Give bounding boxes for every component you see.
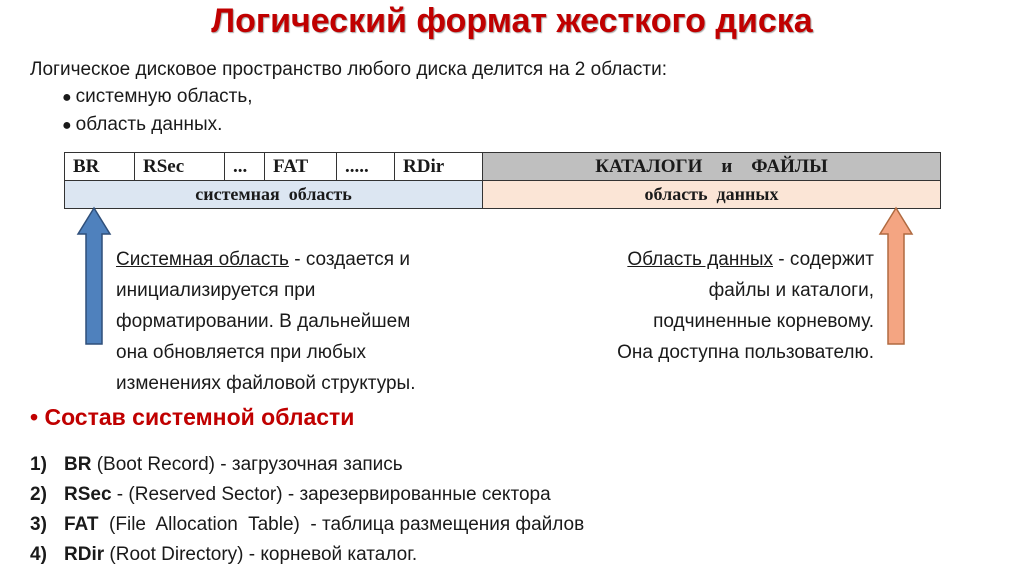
item-text: - (Reserved Sector) - зарезервированные сектора bbox=[111, 484, 551, 505]
desc-text: - содержит bbox=[773, 249, 874, 270]
item-abbr: RDir bbox=[64, 544, 105, 565]
data-area-label: область данных bbox=[483, 181, 941, 209]
system-area-label: системная область bbox=[65, 181, 483, 209]
desc-line: файлы и каталоги, bbox=[708, 280, 874, 301]
desc-line: форматировании. В дальнейшем bbox=[116, 311, 411, 332]
section-title: Состав системной области bbox=[44, 404, 355, 430]
desc-line: Она доступна пользователю. bbox=[617, 342, 874, 363]
page-title: Логический формат жесткого диска bbox=[211, 2, 813, 40]
data-area-term: Область данных bbox=[627, 249, 773, 270]
item-number: 4) bbox=[30, 544, 47, 565]
bullet-text: область данных. bbox=[75, 114, 223, 135]
desc-text: - создается и bbox=[288, 249, 410, 270]
desc-line: она обновляется при любых bbox=[116, 342, 367, 363]
system-area-term: Системная область bbox=[116, 249, 289, 270]
cell-ellipsis-2: ..... bbox=[337, 153, 395, 181]
intro-bullet-2 bbox=[30, 111, 667, 139]
arrow-up-blue-icon bbox=[76, 206, 112, 346]
item-text: (Root Directory) - корневой каталог. bbox=[104, 544, 418, 565]
system-area-list bbox=[30, 450, 584, 570]
bullet-icon: ● bbox=[62, 117, 72, 134]
intro-text: Логическое дисковое пространство любого диска делится на 2 области: bbox=[30, 59, 667, 80]
desc-line: подчиненные корневому. bbox=[653, 311, 874, 332]
cell-br: BR bbox=[65, 153, 135, 181]
cell-rsec: RSec bbox=[135, 153, 225, 181]
disk-row-sectors bbox=[65, 153, 941, 181]
data-area-description bbox=[617, 244, 874, 368]
disk-row-areas bbox=[65, 181, 941, 209]
system-area-description bbox=[116, 244, 416, 399]
bullet-text: системную область, bbox=[75, 86, 253, 107]
cell-rdir: RDir bbox=[395, 153, 483, 181]
disk-layout-table bbox=[64, 152, 941, 209]
item-abbr: FAT bbox=[64, 514, 99, 535]
item-text: (Boot Record) - загрузочная запись bbox=[91, 454, 403, 475]
cell-ellipsis-1: ... bbox=[225, 153, 265, 181]
list-item bbox=[30, 480, 584, 510]
item-abbr: RSec bbox=[64, 484, 112, 505]
item-text: (File Allocation Table) - таблица размещения файлов bbox=[98, 514, 585, 535]
intro-bullet-1 bbox=[30, 83, 667, 111]
intro-block bbox=[30, 56, 667, 139]
cell-catalogs-files: КАТАЛОГИ и ФАЙЛЫ bbox=[483, 153, 941, 181]
list-item bbox=[30, 540, 584, 570]
item-number: 1) bbox=[30, 454, 47, 475]
section-heading bbox=[30, 404, 354, 431]
desc-line: изменениях файловой структуры. bbox=[116, 373, 416, 394]
list-item bbox=[30, 510, 584, 540]
item-number: 3) bbox=[30, 514, 47, 535]
arrow-up-orange-icon bbox=[878, 206, 914, 346]
cell-fat: FAT bbox=[265, 153, 337, 181]
section-bullet-icon: • bbox=[30, 404, 39, 430]
list-item bbox=[30, 450, 584, 480]
item-abbr: BR bbox=[64, 454, 92, 475]
desc-line: инициализируется при bbox=[116, 280, 316, 301]
bullet-icon: ● bbox=[62, 89, 72, 106]
item-number: 2) bbox=[30, 484, 47, 505]
